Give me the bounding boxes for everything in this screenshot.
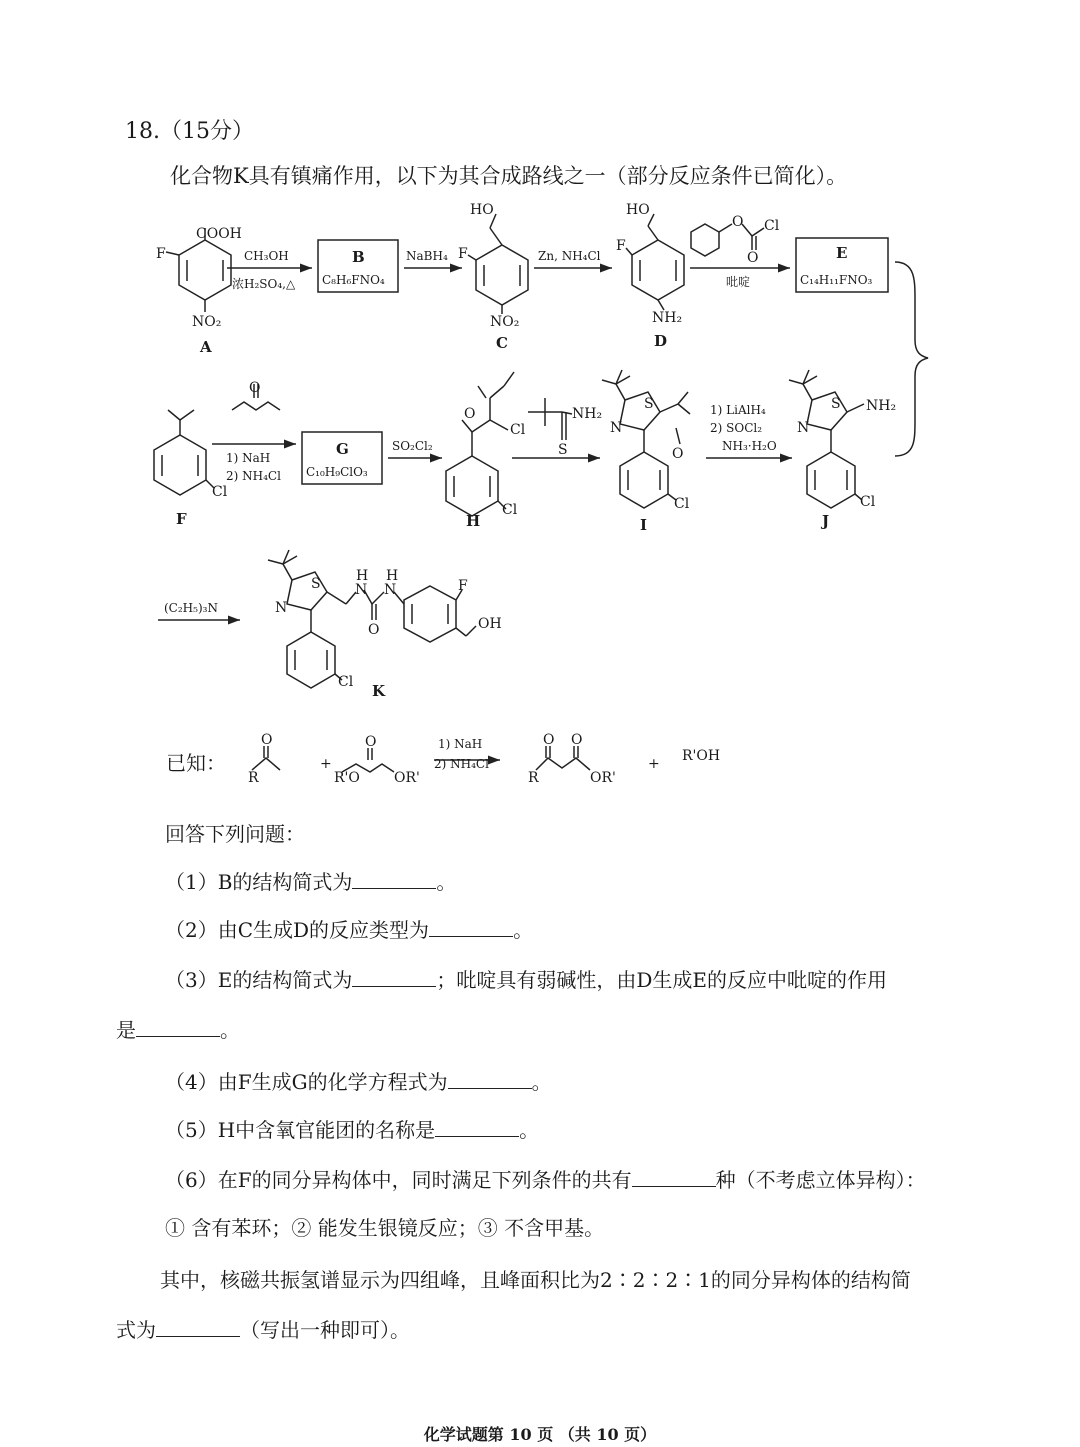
q6-text: （6）在F的同分异构体中，同时满足下列条件的共有	[165, 1168, 632, 1192]
atom-n-J: N	[797, 420, 810, 436]
known-o3: O	[543, 732, 555, 748]
atom-s-I: S	[644, 396, 654, 412]
atom-o-reagent: O	[732, 214, 744, 230]
atom-cl-reagent: Cl	[764, 218, 780, 234]
label-B: B	[352, 248, 365, 266]
answer-blank-3b[interactable]	[136, 1018, 220, 1037]
ring-J-phenyl	[807, 452, 855, 508]
atom-cooh: COOH	[196, 226, 242, 242]
reagent-socl2: 2) SOCl₂	[710, 421, 763, 435]
known-r2: R	[528, 770, 539, 786]
questions-lead: 回答下列问题：	[165, 822, 305, 846]
known-r1: R	[248, 770, 259, 786]
atom-n-K: N	[275, 600, 288, 616]
question-4	[165, 1066, 552, 1095]
question-1	[165, 866, 456, 895]
known-o1: O	[261, 732, 273, 748]
atom-cl-K: Cl	[338, 674, 354, 690]
q3-text-2: ；吡啶具有弱碱性，由D生成E的反应中吡啶的作用	[436, 968, 887, 992]
reagent-pyridine: 吡啶	[726, 275, 751, 289]
label-K: K	[372, 682, 386, 700]
reagent-nah: 1) NaH	[226, 451, 271, 465]
q3-text: （3）E的结构简式为	[165, 968, 353, 992]
known-plus1: +	[320, 756, 332, 772]
reagent-nh4cl: 2) NH₄Cl	[226, 469, 281, 483]
atom-n1-K: N	[355, 582, 368, 598]
known-ro: R'O	[334, 770, 360, 786]
atom-cl-F: Cl	[212, 484, 228, 500]
label-J: J	[822, 512, 830, 530]
ring-K-phenyl	[287, 632, 335, 688]
reagent-lialh4: 1) LiAlH₄	[710, 403, 766, 417]
atom-o-K: O	[368, 622, 380, 638]
atom-no2-C: NO₂	[490, 314, 520, 330]
atom-nh2-thio: NH₂	[572, 406, 603, 422]
answer-blank-4[interactable]	[448, 1070, 532, 1089]
reagent-so2cl2: SO₂Cl₂	[392, 439, 433, 453]
answer-blank-6b[interactable]	[156, 1318, 240, 1337]
label-A: A	[200, 338, 212, 356]
atom-cl-H-side: Cl	[510, 422, 526, 438]
q2-text: （2）由C生成D的反应类型为	[165, 918, 430, 942]
known-cond1: 1) NaH	[438, 737, 483, 751]
answer-blank-2[interactable]	[429, 918, 513, 937]
question-3	[165, 964, 887, 993]
reagent-h2so4: 浓H₂SO₄,△	[232, 277, 296, 291]
reagent-ch3oh: CH₃OH	[244, 249, 289, 263]
label-G: G	[336, 440, 349, 458]
q4-text: （4）由F生成G的化学方程式为	[165, 1070, 448, 1094]
atom-o-H: O	[464, 406, 476, 422]
label-F: F	[176, 510, 187, 528]
q1-text: （1）B的结构简式为	[165, 870, 353, 894]
known-roh: R'OH	[682, 748, 721, 764]
label-D: D	[654, 332, 668, 350]
answer-blank-5[interactable]	[435, 1118, 519, 1137]
atom-o-I: O	[672, 446, 684, 462]
ring-J-thiazole	[807, 392, 847, 430]
atom-s-J: S	[831, 396, 841, 412]
atom-ho-C: HO	[470, 202, 494, 218]
page-footer: 化学试题第 10 页 （共 10 页）	[423, 1425, 657, 1444]
answer-blank-3a[interactable]	[352, 968, 436, 987]
question-5	[165, 1114, 539, 1143]
ring-I-phenyl	[620, 452, 668, 508]
reagent-et3n: (C₂H₅)₃N	[164, 601, 218, 615]
atom-nh2-D: NH₂	[652, 310, 683, 326]
atom-nh2-J: NH₂	[866, 398, 897, 414]
question-6-conditions: ① 含有苯环；② 能发生银镜反应；③ 不含甲基。	[165, 1216, 605, 1240]
q2-end: 。	[513, 918, 534, 942]
ring-K-thiazole	[287, 572, 327, 610]
label-C: C	[496, 334, 508, 352]
q4-end: 。	[531, 1070, 552, 1094]
atom-cl-I: Cl	[674, 496, 690, 512]
brace	[895, 262, 928, 456]
q5-text: （5）H中含氧官能团的名称是	[165, 1118, 436, 1142]
known-o4: O	[571, 732, 583, 748]
question-6-end	[116, 1314, 410, 1343]
question-2	[165, 914, 533, 943]
reagent-nh3: NH₃·H₂O	[722, 439, 777, 453]
atom-n-I: N	[610, 420, 623, 436]
label-H: H	[466, 512, 481, 530]
atom-f-D: F	[616, 238, 626, 254]
atom-s-thio: S	[558, 442, 568, 458]
atom-cl-J: Cl	[860, 494, 876, 510]
q6-text-3: 式为	[116, 1318, 156, 1342]
formula-B: C₈H₆FNO₄	[322, 273, 385, 287]
atom-f-K: F	[458, 578, 468, 594]
atom-h2-K: H	[386, 568, 399, 584]
atom-ho-D: HO	[626, 202, 650, 218]
ring-I-thiazole	[620, 392, 660, 430]
q6-text-2: 种（不考虑立体异构）：	[715, 1168, 926, 1192]
atom-o-dmc: O	[249, 380, 261, 396]
atom-f-C: F	[458, 246, 468, 262]
question-6	[165, 1164, 926, 1193]
atom-n2-K: N	[384, 582, 397, 598]
formula-E: C₁₄H₁₁FNO₃	[800, 273, 873, 287]
ring-reagent	[691, 224, 719, 256]
known-cond2: 2) NH₄Cl	[434, 757, 489, 771]
q1-end: 。	[436, 870, 457, 894]
atom-oh-K: OH	[478, 616, 502, 632]
answer-blank-1[interactable]	[352, 870, 436, 889]
known-or: OR'	[394, 770, 420, 786]
known-o2: O	[365, 734, 377, 750]
question-6-nmr: 其中，核磁共振氢谱显示为四组峰，且峰面积比为2∶2∶2∶1的同分异构体的结构简	[160, 1268, 911, 1292]
label-I: I	[640, 516, 648, 534]
atom-h1-K: H	[356, 568, 369, 584]
question-3-cont	[116, 1014, 240, 1043]
reagent-nabh4: NaBH₄	[406, 249, 448, 263]
known-plus2: +	[648, 756, 660, 772]
question-number: 18.（15分）	[125, 119, 254, 144]
question-intro: 化合物K具有镇痛作用，以下为其合成路线之一（部分反应条件已简化）。	[170, 164, 848, 188]
q6-end-text: （写出一种即可）。	[240, 1318, 410, 1342]
atom-s-K: S	[311, 576, 321, 592]
reagent-zn: Zn, NH₄Cl	[538, 249, 601, 263]
atom-no2-A: NO₂	[192, 314, 222, 330]
known-or2: OR'	[590, 770, 616, 786]
answer-blank-6a[interactable]	[632, 1168, 716, 1187]
q5-end: 。	[519, 1118, 540, 1142]
label-E: E	[836, 244, 848, 262]
formula-G: C₁₀H₉ClO₃	[306, 465, 368, 479]
known-label: 已知：	[166, 751, 226, 775]
atom-cl-H: Cl	[502, 502, 518, 518]
atom-f-A: F	[156, 246, 166, 262]
atom-o2-reagent: O	[747, 250, 759, 266]
q3-end: 。	[220, 1018, 240, 1042]
q3-text-3: 是	[116, 1018, 136, 1042]
